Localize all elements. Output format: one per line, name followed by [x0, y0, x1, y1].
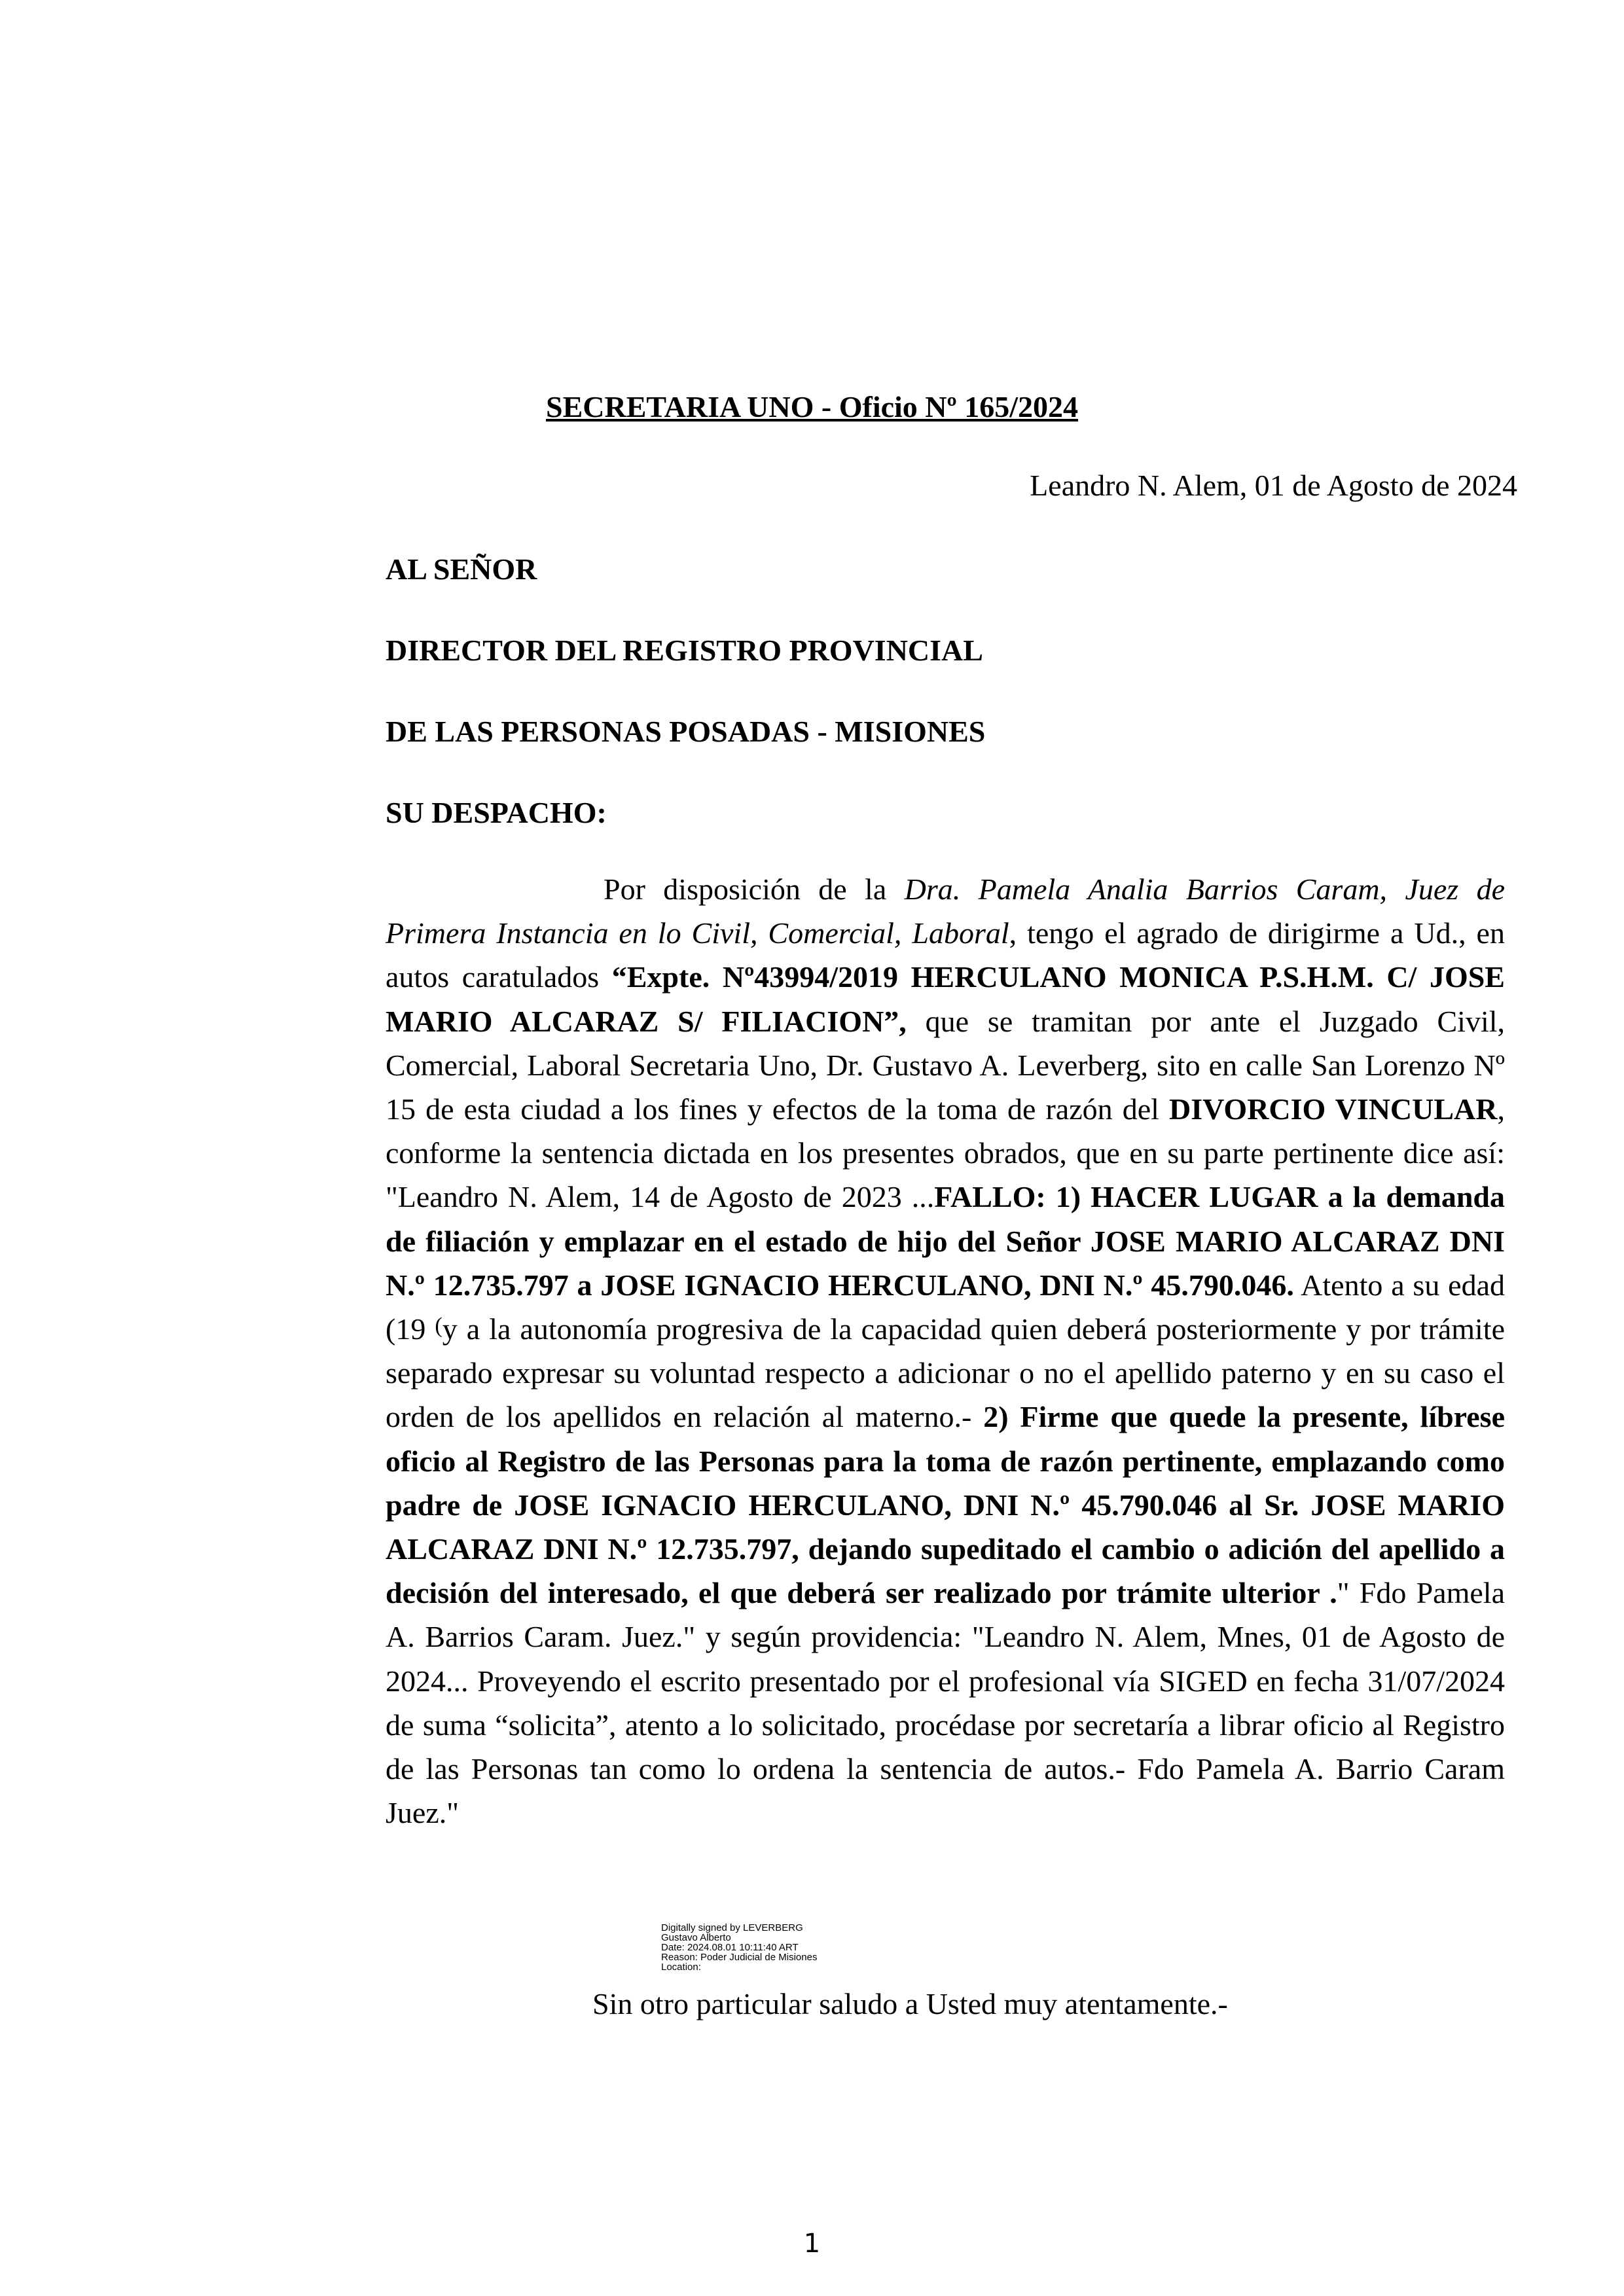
ruling-point-2: 2) Firme que quede la presente, líbrese oficio al Registro de las Personas para la toma de razón pertinente, emplazando como padre de JOSE IGNACIO HERCULANO, DNI N.º 45.790.046 al Sr. JOSE MARIO ALCARAZ DNI N.º 12.735.797, dejando supeditado el cambio o adición del apellido a decisión del interesado, el que deberá ser realizado por trámite ulterior . [386, 1400, 1506, 1610]
body-segment-1: Por disposición de la [604, 872, 905, 906]
signature-line-1: Digitally signed by LEVERBERG [661, 1922, 803, 1933]
document-heading: SECRETARIA UNO - Oficio Nº 165/2024 [546, 390, 1078, 423]
digital-signature-stamp [661, 1923, 910, 1972]
superscript-paren: ( [435, 1314, 442, 1338]
addressee-line-4: SU DESPACHO: [386, 796, 607, 829]
body-segment-7: , conforme la sentencia dictada en los presentes obrados, que en su parte pertinente dice así: "Leandro N. Alem, 14 de Agosto de 2023 ... [386, 1092, 1505, 1214]
body-segment-3: , tengo el agrado de dirigirme a Ud., en autos caratulados [386, 916, 1505, 994]
signature-line-2: Gustavo Alberto [661, 1932, 731, 1943]
body-segment-9: Atento a su edad (19 [386, 1268, 1505, 1346]
body-segment-10: y a la autonomía progresiva de la capacidad quien deberá posteriormente y por trámite separado expresar su voluntad respecto a adicionar o no el apellido paterno y en su caso el orden de los apellidos en relación al materno.- [386, 1312, 1505, 1434]
divorce-term: DIVORCIO VINCULAR [1169, 1092, 1498, 1126]
ruling-point-1: FALLO: 1) HACER LUGAR a la demanda de filiación y emplazar en el estado de hijo del Señor JOSE MARIO ALCARAZ DNI N.º 12.735.797 a JOSE IGNACIO HERCULANO, DNI N.º 45.790.046. [386, 1180, 1505, 1302]
page-number: 1 [803, 2229, 821, 2259]
body-paragraph [386, 867, 1505, 1835]
case-title: “Expte. Nº43994/2019 HERCULANO MONICA P.S.H.M. C/ JOSE MARIO ALCARAZ S/ FILIACION”, [386, 960, 1505, 1038]
closing-line: Sin otro particular saludo a Usted muy atentamente.- [592, 1987, 1228, 2020]
judge-name: Dra. Pamela Analia Barrios Caram, Juez de Primera Instancia en lo Civil, Comercial, Laboral [386, 872, 1505, 950]
body-segment-5: que se tramitan por ante el Juzgado Civil, Comercial, Laboral Secretaria Uno, Dr. Gustavo A. Leverberg, sito en calle San Lorenzo Nº 15 de esta ciudad a los fines y efectos de la toma de razón del [386, 1004, 1506, 1126]
signature-line-3: Date: 2024.08.01 10:11:40 ART [661, 1942, 799, 1953]
body-segment-12: " Fdo Pamela A. Barrios Caram. Juez." y según providencia: "Leandro N. Alem, Mnes, 01 de Agosto de 2024... Proveyendo el escrito presentado por el profesional vía SIGED en fecha 31/07/2024 de suma “solicita”, atento a lo solicitado, procédase por secretaría a librar oficio al Registro de las Personas tan como lo ordena la sentencia de autos.- Fdo Pamela A. Barrio Caram Juez." [386, 1576, 1505, 1830]
addressee-line-3: DE LAS PERSONAS POSADAS - MISIONES [386, 715, 986, 748]
signature-line-4: Reason: Poder Judicial de Misiones [661, 1952, 818, 1963]
place-date: Leandro N. Alem, 01 de Agosto de 2024 [1030, 469, 1517, 502]
addressee-line-2: DIRECTOR DEL REGISTRO PROVINCIAL [386, 634, 983, 667]
signature-line-5: Location: [661, 1962, 701, 1973]
addressee-line-1: AL SEÑOR [386, 552, 537, 586]
